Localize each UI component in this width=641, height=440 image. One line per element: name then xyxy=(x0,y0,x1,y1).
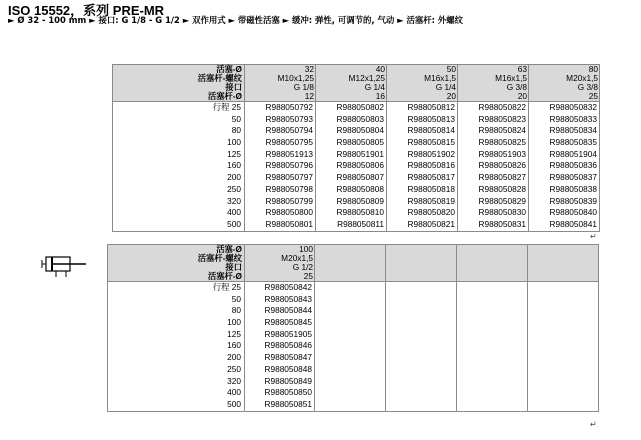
part-number: R988050802 xyxy=(336,102,384,112)
part-number: R988050849 xyxy=(264,375,312,386)
empty-header-cell xyxy=(315,245,386,282)
part-number: R988050800 xyxy=(265,207,313,218)
header-labels-cell xyxy=(113,65,245,102)
table2-header-row xyxy=(108,245,599,282)
part-number: R988050837 xyxy=(549,172,597,183)
piston-value: 40 xyxy=(375,64,385,74)
label-port: 接口 xyxy=(225,262,242,272)
piston-value: 100 xyxy=(299,244,313,254)
part-number: R988050794 xyxy=(265,125,313,136)
part-number: R988050796 xyxy=(265,160,313,171)
part-number: R988050799 xyxy=(265,195,313,206)
stroke-label: 80 xyxy=(231,305,241,316)
empty-cell xyxy=(457,282,528,412)
header-col-100 xyxy=(245,245,315,282)
part-number: R988050809 xyxy=(336,195,384,206)
parts-col-32 xyxy=(245,102,316,232)
stroke-column-1 xyxy=(113,102,245,232)
thread-value: M16x1,5 xyxy=(495,73,527,83)
part-number: R988051904 xyxy=(549,148,597,159)
part-number: R988050846 xyxy=(264,340,312,351)
part-number: R988050832 xyxy=(549,102,597,112)
part-number: R988050851 xyxy=(264,398,312,409)
stroke-label: 100 xyxy=(227,317,241,328)
part-number: R988050819 xyxy=(407,195,455,206)
port-value: G 1/8 xyxy=(293,82,314,92)
part-number: R988050826 xyxy=(478,160,526,171)
rod-value: 25 xyxy=(303,271,313,281)
header-col-80 xyxy=(529,65,600,102)
label-port: 接口 xyxy=(225,82,242,92)
part-number: R988050821 xyxy=(407,218,455,229)
part-number: R988050844 xyxy=(264,305,312,316)
stroke-column-2 xyxy=(108,282,245,412)
part-number: R988050827 xyxy=(478,172,526,183)
part-number: R988050813 xyxy=(407,113,455,124)
empty-cell xyxy=(386,282,457,412)
thread-value: M20x1,5 xyxy=(281,253,313,263)
piston-value: 63 xyxy=(517,64,527,74)
part-number: R988050806 xyxy=(336,160,384,171)
part-number: R988050816 xyxy=(407,160,455,171)
part-number: R988050810 xyxy=(336,207,384,218)
part-number: R988050803 xyxy=(336,113,384,124)
rod-value: 12 xyxy=(304,91,314,101)
stroke-label: 160 xyxy=(227,160,241,171)
part-number: R988050839 xyxy=(549,195,597,206)
part-number: R988050825 xyxy=(478,137,526,148)
label-rod-thread: 活塞杆-螺纹 xyxy=(197,73,242,83)
part-number: R988050841 xyxy=(549,218,597,229)
rod-value: 25 xyxy=(588,91,598,101)
rod-value: 16 xyxy=(375,91,385,101)
stroke-label: 500 xyxy=(227,218,241,229)
page-subtitle: ► Ø 32 - 100 mm ► 接口: G 1/8 - G 1/2 ► 双作用式 ► 带磁性活塞 ► 缓冲: 弹性, 可调节的, 气动 ► 活塞杆: 外螺纹 xyxy=(8,15,463,25)
label-rod-thread: 活塞杆-螺纹 xyxy=(197,253,242,263)
parts-col-63 xyxy=(458,102,529,232)
parts-col-100 xyxy=(245,282,315,412)
thread-value: M10x1,25 xyxy=(277,73,314,83)
thread-value: M20x1,5 xyxy=(566,73,598,83)
part-number: R988050845 xyxy=(264,317,312,328)
stroke-label: 100 xyxy=(227,137,241,148)
part-number: R988051913 xyxy=(265,148,313,159)
part-number: R988050835 xyxy=(549,137,597,148)
part-number: R988050833 xyxy=(549,113,597,124)
part-number: R988050838 xyxy=(549,183,597,194)
empty-header-cell xyxy=(386,245,457,282)
label-piston: 活塞-Ø xyxy=(216,244,242,254)
part-number: R988050808 xyxy=(336,183,384,194)
part-number: R988050843 xyxy=(264,293,312,304)
stroke-label: 行程 25 xyxy=(212,102,241,112)
empty-cell xyxy=(315,282,386,412)
part-number: R988050804 xyxy=(336,125,384,136)
label-piston: 活塞-Ø xyxy=(216,64,242,74)
stroke-label: 400 xyxy=(227,387,241,398)
table2-data-row xyxy=(108,282,599,412)
part-number: R988050847 xyxy=(264,352,312,363)
part-number: R988050836 xyxy=(549,160,597,171)
header-col-40 xyxy=(316,65,387,102)
label-rod-dia: 活塞杆-Ø xyxy=(207,271,242,281)
stroke-label: 行程 25 xyxy=(212,282,241,292)
part-number: R988050824 xyxy=(478,125,526,136)
pneumatic-cylinder-symbol-icon xyxy=(38,247,96,285)
thread-value: M12x1,25 xyxy=(348,73,385,83)
stroke-label: 125 xyxy=(227,328,241,339)
part-number: R988050828 xyxy=(478,183,526,194)
part-number: R988050798 xyxy=(265,183,313,194)
stroke-label: 125 xyxy=(227,148,241,159)
page-title: ISO 15552，系列 PRE-MR xyxy=(8,3,165,18)
label-rod-dia: 活塞杆-Ø xyxy=(207,91,242,101)
stroke-label: 80 xyxy=(231,125,241,136)
port-value: G 1/4 xyxy=(364,82,385,92)
part-number: R988050842 xyxy=(264,282,312,292)
stroke-label: 160 xyxy=(227,340,241,351)
header-labels-cell xyxy=(108,245,245,282)
header-col-32 xyxy=(245,65,316,102)
part-number: R988051905 xyxy=(264,328,312,339)
part-number: R988050829 xyxy=(478,195,526,206)
part-number: R988050818 xyxy=(407,183,455,194)
part-number: R988050814 xyxy=(407,125,455,136)
piston-value: 50 xyxy=(446,64,456,74)
port-value: G 1/4 xyxy=(435,82,456,92)
stroke-label: 50 xyxy=(231,113,241,124)
part-number: R988050817 xyxy=(407,172,455,183)
thread-value: M16x1,5 xyxy=(424,73,456,83)
stroke-label: 320 xyxy=(227,375,241,386)
part-number: R988050831 xyxy=(478,218,526,229)
stroke-label: 250 xyxy=(227,183,241,194)
header-col-50 xyxy=(387,65,458,102)
stroke-label: 320 xyxy=(227,195,241,206)
part-number-table-1 xyxy=(112,64,600,232)
part-number: R988050812 xyxy=(407,102,455,112)
part-number: R988050823 xyxy=(478,113,526,124)
part-number: R988050801 xyxy=(265,218,313,229)
part-number: R988050795 xyxy=(265,137,313,148)
part-number: R988050811 xyxy=(337,218,384,229)
rod-value: 20 xyxy=(446,91,456,101)
stroke-label: 250 xyxy=(227,363,241,374)
part-number: R988050797 xyxy=(265,172,313,183)
part-number: R988050840 xyxy=(549,207,597,218)
stroke-label: 50 xyxy=(231,293,241,304)
parts-col-80 xyxy=(529,102,600,232)
stroke-label: 500 xyxy=(227,398,241,409)
header-col-63 xyxy=(458,65,529,102)
port-value: G 3/8 xyxy=(506,82,527,92)
part-number: R988050830 xyxy=(478,207,526,218)
part-number: R988050815 xyxy=(407,137,455,148)
part-number: R988050848 xyxy=(264,363,312,374)
rod-value: 20 xyxy=(517,91,527,101)
port-value: G 1/2 xyxy=(292,262,313,272)
return-mark: ↵ xyxy=(590,420,597,429)
parts-col-40 xyxy=(316,102,387,232)
table1-header-row xyxy=(113,65,600,102)
part-number: R988050792 xyxy=(265,102,313,112)
part-number: R988051901 xyxy=(336,148,384,159)
part-number: R988050850 xyxy=(264,387,312,398)
part-number: R988050807 xyxy=(336,172,384,183)
stroke-label: 400 xyxy=(227,207,241,218)
piston-value: 32 xyxy=(304,64,314,74)
empty-header-cell xyxy=(528,245,599,282)
part-number: R988051902 xyxy=(407,148,455,159)
return-mark: ↵ xyxy=(590,232,597,241)
part-number: R988051903 xyxy=(478,148,526,159)
empty-cell xyxy=(528,282,599,412)
part-number: R988050834 xyxy=(549,125,597,136)
port-value: G 3/8 xyxy=(577,82,598,92)
table1-data-row xyxy=(113,102,600,232)
part-number-table-2 xyxy=(107,244,599,412)
part-number: R988050820 xyxy=(407,207,455,218)
part-number: R988050793 xyxy=(265,113,313,124)
empty-header-cell xyxy=(457,245,528,282)
piston-value: 80 xyxy=(588,64,598,74)
parts-col-50 xyxy=(387,102,458,232)
part-number: R988050805 xyxy=(336,137,384,148)
part-number: R988050822 xyxy=(478,102,526,112)
stroke-label: 200 xyxy=(227,172,241,183)
stroke-label: 200 xyxy=(227,352,241,363)
